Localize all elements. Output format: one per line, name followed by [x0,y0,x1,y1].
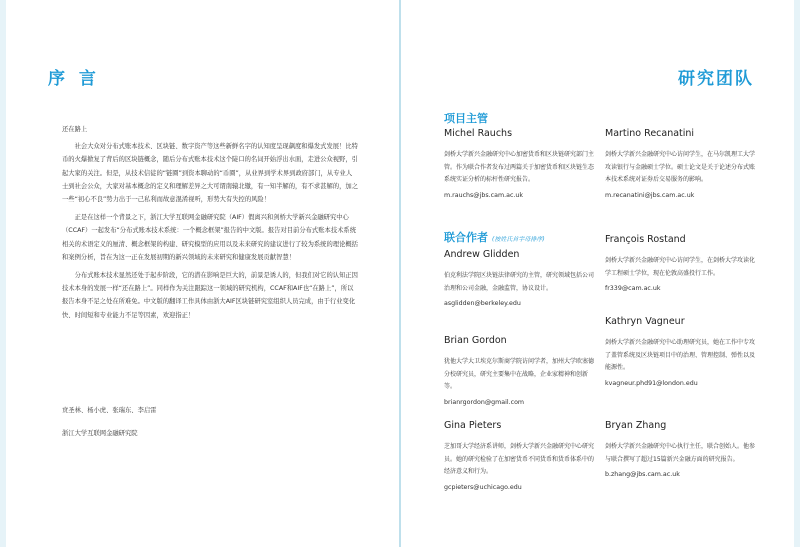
member-bio: 剑桥大学新兴金融研究中心访问学生，在剑桥大学攻读化学工程硕士学位，现在伦敦高盛投行工作。 [605,257,756,277]
member-bio: 剑桥大学新兴金融研究中心执行主任，联合创始人。他参与联合撰写了超过15篇新兴金融方面的研究报告。 [605,443,756,463]
member-email: brianrgordon@gmail.com [444,398,525,406]
member-bio: 剑桥大学新兴金融研究中心助理研究员，她在工作中专攻了盖管系统及区块链项目中的治理、管理控制、弹性以及能源性。 [605,339,756,371]
team-member [605,128,755,199]
member-email: kvagneur.phd91@london.edu [605,379,698,387]
member-bio: 芝加哥大学经济系讲师，剑桥大学新兴金融研究中心研究员。她的研究检验了在加密货币不同货币和货币体系中的经济意义和行为。 [444,443,595,475]
member-name: Kathryn Vagneur [605,316,685,327]
page-edge-bar [0,0,6,547]
member-email: b.zhang@jbs.cam.ac.uk [605,471,680,478]
lead-heading: 项目主管 [444,112,488,125]
member-name: Brian Gordon [444,335,507,346]
preface-institution: 浙江大学互联网金融研究院 [62,430,138,437]
preface-signers: 贲圣林、杨小虎、张瑞东、李启雷 [62,407,157,414]
member-name: Michel Rauchs [444,128,513,139]
preface-body [62,123,358,327]
team-member [605,420,755,478]
team-member [444,249,594,307]
member-name: Martino Recanatini [605,128,695,139]
team-member [444,335,594,406]
coauthors-heading [444,229,545,245]
member-email: m.recanatini@jbs.cam.ac.uk [605,191,695,199]
team-member [444,420,594,491]
team-title: 研究团队 [678,69,754,89]
preface-title: 序 言 [48,69,100,89]
coauthors-sort-note: (按姓氏首字母排序) [492,236,545,243]
member-bio: 犹他大学大卫埃克尔斯商学院访问学者，加州大学欧塞德分校研究员，研究主要集中在战略，企业家精神和创新等。 [444,358,595,390]
preface-paragraph: 正是在这样一个背景之下，浙江大学互联网金融研究院（AIF）假离兴和剑桥大学新兴金融研究中心（CCAF）一起发布“分布式账本技术系统：一个概念框架”报告的中文版。报告对目前分布式账本技术系统相关的术语定义的厘清、概念框架的构建、研究模型的应用以及未来研究的建议进行了较为系统的理论概括和案例分析，旨在为这一正在发展初期的新兴领域的未来研究和健康发展贡献智慧！ [62,214,358,261]
member-email: asglidden@berkeley.edu [444,300,521,307]
member-email: m.rauchs@jbs.cam.ac.uk [444,191,524,199]
preface-paragraph: 分布式账本技术显然还处于起步阶段，它的潜在影响是巨大的，前景是诱人的，但我们对它的认知正因技术本身的发展一样“还在路上”。同样作为关注跟踪这一领域的研究机构，CCAF和AIF也“在路上”，所以报告本身不足之处在所难免。中文版的翻译工作具体由浙大AIF区块链研究室组织人员完成，由于行业变化快、时间短和专业能力不足等因素，欢迎指正！ [62,272,358,319]
member-bio: 剑桥大学新兴金融研究中心加密货币和区块链研究部门主管。作为联合作者发布过两篇关于加密货币和区块链生态系统实证分析的标杆性研究报告。 [444,151,595,183]
page-edge-bar [794,0,800,547]
member-name: Andrew Glidden [444,249,520,260]
preface-paragraph: 社会大众对分布式账本技术、区块链、数字资产等这些新鲜名字的认知度呈现飙度和爆发式发展！比特币的火爆掀复了背后的区块链概念，随后分布式账本技术这个陡口的名词开始浮出水面，走进公众视野，引起大家的关注。但是，从技术信徒的“链圈”到资本聊动的“币圈”，从业界到学术界到政府部门，从专业人士到社会公众，大家对基本概念的定义和理解差异之大可谓南辕北辙，有一知半解的，有不求甚解的，加之一些“初心不良”势力出于一己私利而故意混淆视听，形势大有失控的风险！ [62,143,358,204]
coauthors-label: 联合作者 [444,231,488,244]
member-name: Bryan Zhang [605,420,667,431]
member-bio: 伯克利法学院区块链法律研究的主管，研究领域包括公司治理和公司金融，金融监管，协议设计。 [444,272,595,292]
member-bio: 剑桥大学新兴金融研究中心访问学生，在马尔凯理工大学攻读银行与金融硕士学位。硕士论文是关于论述分布式账本技术系统对证券后交易服务的影响。 [605,151,756,183]
member-email: fr339@cam.ac.uk [605,285,661,292]
team-member [444,128,594,199]
team-member [605,316,755,387]
member-name: Gina Pieters [444,420,502,431]
member-email: gcpieters@uchicago.edu [444,483,522,491]
right-page [401,0,800,547]
preface-salutation: 还在路上 [62,126,88,133]
member-name: François Rostand [605,234,686,245]
team-member [605,234,755,292]
